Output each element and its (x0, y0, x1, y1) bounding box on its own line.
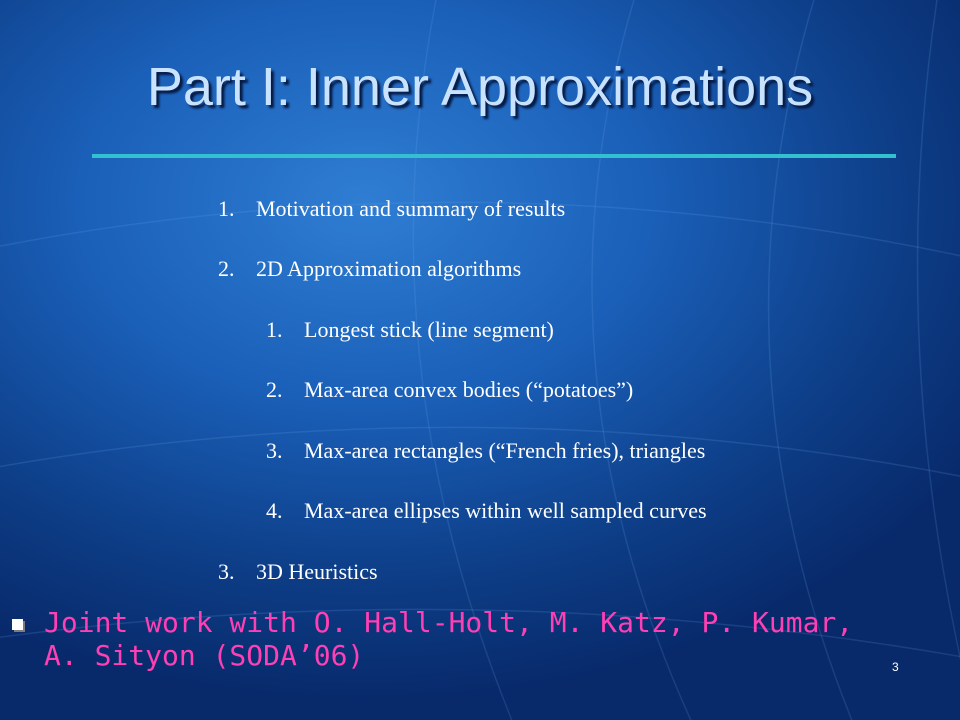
outline-item-text: Motivation and summary of results (256, 196, 566, 221)
outline-item-number: 2. (266, 377, 283, 402)
outline-item-text: Max-area ellipses within well sampled curves (304, 498, 707, 523)
page-number: 3 (892, 660, 899, 674)
outline-subitem (266, 498, 707, 524)
outline-item-text: Max-area convex bodies (“potatoes”) (304, 377, 634, 402)
outline-item-text: 3D Heuristics (256, 559, 378, 584)
outline-subitem (266, 377, 633, 403)
outline-item-number: 3. (266, 438, 283, 463)
outline-item (218, 559, 378, 585)
bullet-text: Joint work with O. Hall-Holt, M. Katz, P. Kumar, A. Sityon (SODA’06) (44, 606, 854, 672)
outline-item-number: 1. (218, 196, 235, 221)
slide-title: Part I: Inner Approximations (146, 57, 814, 117)
outline-item-number: 3. (218, 559, 235, 584)
outline-item (218, 196, 565, 222)
outline-item (218, 256, 521, 282)
outline-item-number: 4. (266, 498, 283, 523)
outline-item-text: Longest stick (line segment) (304, 317, 554, 342)
outline-item-number: 1. (266, 317, 283, 342)
outline-item-number: 2. (218, 256, 235, 281)
square-bullet-icon (12, 619, 23, 630)
outline-item-text: Max-area rectangles (“French fries), triangles (304, 438, 706, 463)
outline-subitem (266, 438, 705, 464)
outline-subitem (266, 317, 554, 343)
outline-item-text: 2D Approximation algorithms (256, 256, 522, 281)
